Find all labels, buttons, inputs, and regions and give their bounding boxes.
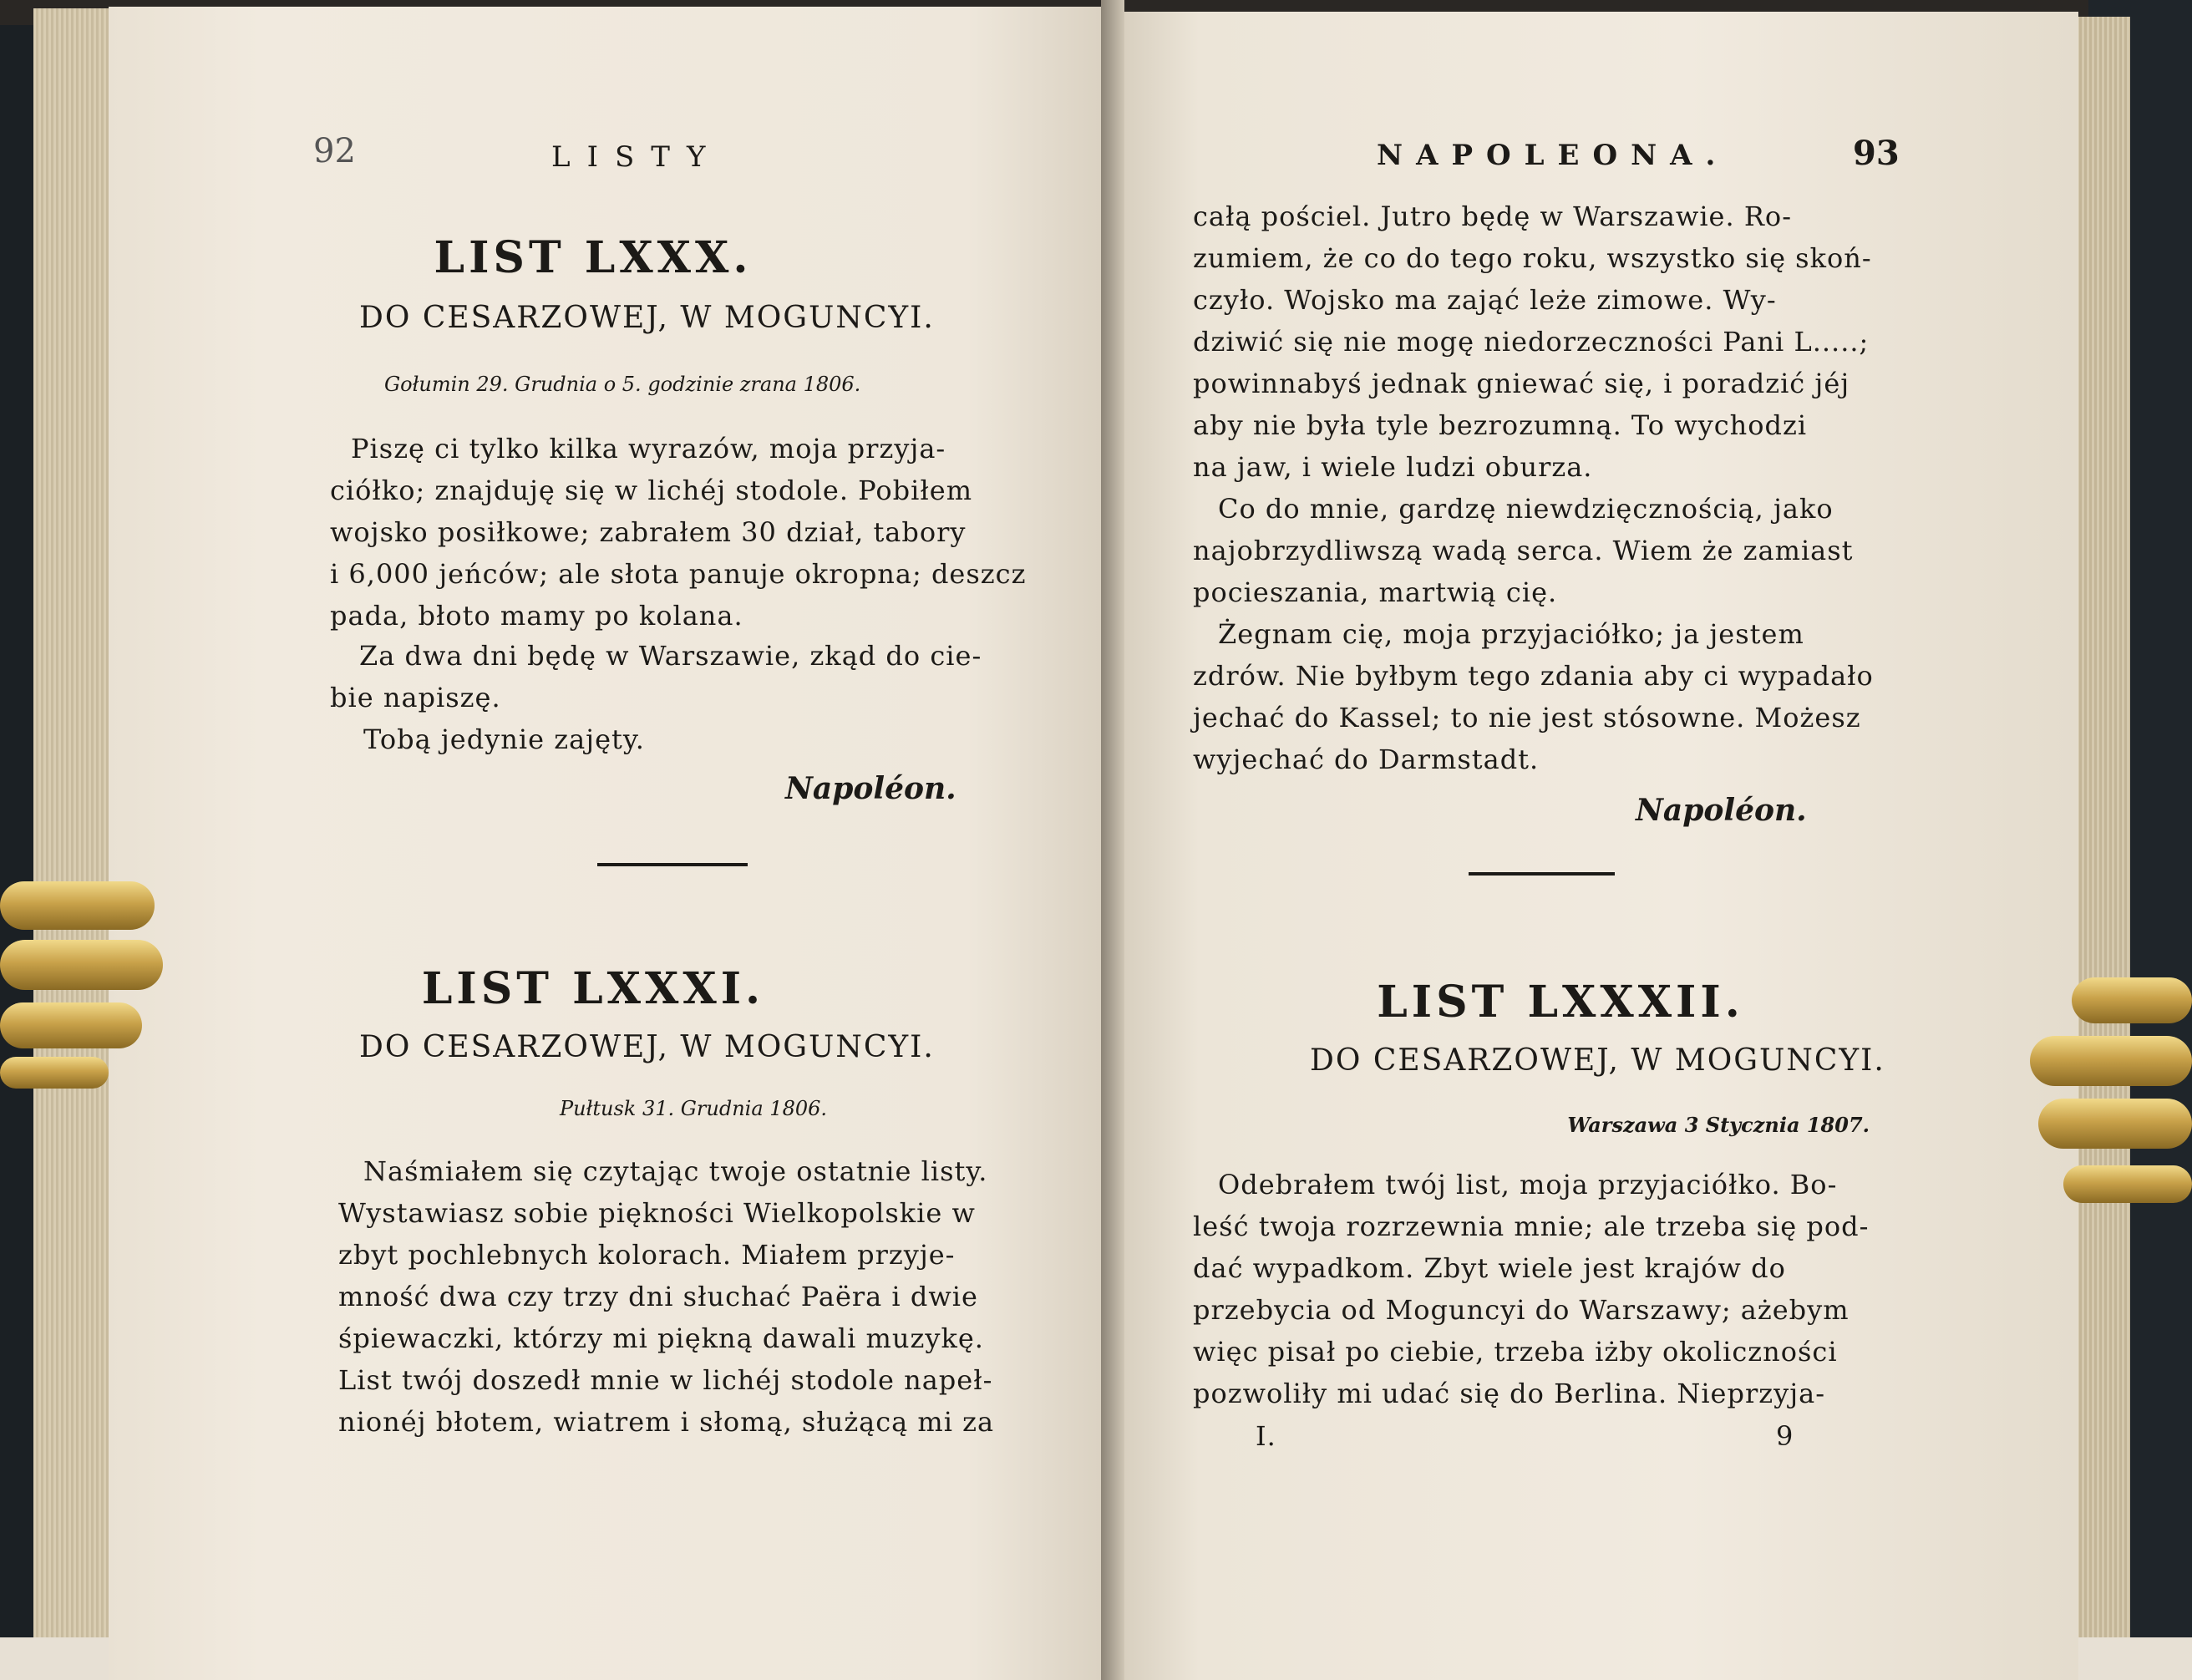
letter-81-continued-line: powinnabyś jednak gniewać się, i poradzić jéj: [1193, 368, 1850, 399]
brass-clip-right-middle: [2030, 1036, 2192, 1086]
letter-82-line: przebycia od Moguncyi do Warszawy; ażebym: [1193, 1294, 1850, 1326]
letter-82-line: więc pisał po ciebie, trzeba iżby okoliczności: [1193, 1336, 1838, 1368]
section-divider: [1469, 872, 1615, 876]
left-running-header: LISTY: [551, 140, 723, 174]
letter-82-line: pozwoliły mi udać się do Berlina. Nieprzyja-: [1193, 1378, 1826, 1409]
brass-clip-left-middle: [0, 940, 163, 990]
letter-81-continued-line: całą pościel. Jutro będę w Warszawie. Ro-: [1193, 200, 1792, 232]
letter-81-line: Naśmiałem się czytając twoje ostatnie listy.: [363, 1155, 988, 1187]
signature-mark-volume: I.: [1256, 1420, 1276, 1452]
letter-82-line: dać wypadkom. Zbyt wiele jest krajów do: [1193, 1252, 1786, 1284]
letter-80-line: pada, błoto mamy po kolana.: [330, 600, 743, 632]
brass-clip-right-lower: [2038, 1099, 2192, 1149]
brass-clip-left-tip: [0, 1057, 109, 1089]
letter-81-recipient: DO CESARZOWEJ, W MOGUNCYI.: [359, 1030, 935, 1064]
left-page-number: 92: [313, 132, 356, 170]
book-gutter: [1101, 0, 1124, 1680]
letter-80-line: bie napiszę.: [330, 682, 501, 713]
letter-80-line: Piszę ci tylko kilka wyrazów, moja przyja-: [351, 433, 946, 464]
right-running-header: NAPOLEONA.: [1377, 139, 1729, 172]
letter-81-line: nionéj błotem, wiatrem i słomą, służącą mi za: [338, 1406, 995, 1438]
letter-81-line: zbyt pochlebnych kolorach. Miałem przyje-: [338, 1239, 956, 1271]
letter-82-line: leść twoja rozrzewnia mnie; ale trzeba się pod-: [1193, 1211, 1870, 1242]
letter-80-line: ciółko; znajduję się w lichéj stodole. Pobiłem: [330, 475, 973, 506]
letter-81-signature: Napoléon.: [1636, 793, 1807, 828]
letter-81-continued-line: aby nie była tyle bezrozumną. To wychodzi: [1193, 409, 1808, 441]
brass-clip-left-upper: [0, 881, 155, 930]
letter-80-line: Za dwa dni będę w Warszawie, zkąd do cie-: [359, 640, 982, 672]
letter-80-line: wojsko posiłkowe; zabrałem 30 dział, tabory: [330, 516, 967, 548]
letter-80-recipient: DO CESARZOWEJ, W MOGUNCYI.: [359, 301, 935, 335]
brass-clip-left-lower: [0, 1002, 142, 1048]
left-page: [109, 7, 1119, 1680]
letter-81-title: LIST LXXXI.: [421, 963, 765, 1014]
letter-81-line: śpiewaczki, którzy mi piękną dawali muzykę.: [338, 1322, 984, 1354]
letter-81-continued-line: zumiem, że co do tego roku, wszystko się skoń-: [1193, 242, 1872, 274]
right-page: [1101, 12, 2078, 1680]
letter-82-recipient: DO CESARZOWEJ, W MOGUNCYI.: [1310, 1043, 1885, 1078]
letter-81-continued-line: jechać do Kassel; to nie jest stósowne. Możesz: [1193, 702, 1861, 733]
letter-80-dateline: Gołumin 29. Grudnia o 5. godzinie zrana 1806.: [384, 373, 861, 396]
letter-81-continued-line: pocieszania, martwią cię.: [1193, 576, 1558, 608]
letter-82-title: LIST LXXXII.: [1377, 977, 1744, 1028]
section-divider: [597, 863, 748, 866]
letter-81-continued-line: Co do mnie, gardzę niewdzięcznością, jako: [1218, 493, 1834, 525]
letter-82-dateline: Warszawa 3 Stycznia 1807.: [1567, 1113, 1870, 1137]
letter-80-title: LIST LXXX.: [434, 232, 753, 283]
letter-81-line: List twój doszedł mnie w lichéj stodole napeł-: [338, 1364, 993, 1396]
letter-81-continued-line: zdrów. Nie byłbym tego zdania aby ci wypadało: [1193, 660, 1874, 692]
letter-80-line: i 6,000 jeńców; ale słota panuje okropna; deszcz: [330, 558, 1027, 590]
letter-81-line: Wystawiasz sobie piękności Wielkopolskie w: [338, 1197, 976, 1229]
letter-82-line: Odebrałem twój list, moja przyjaciółko. Bo-: [1218, 1169, 1838, 1200]
letter-81-continued-line: na jaw, i wiele ludzi oburza.: [1193, 451, 1593, 483]
letter-81-dateline: Pułtusk 31. Grudnia 1806.: [559, 1097, 827, 1120]
letter-81-continued-line: najobrzydliwszą wadą serca. Wiem że zamiast: [1193, 535, 1854, 566]
brass-clip-right-tip: [2063, 1165, 2192, 1203]
letter-81-continued-line: wyjechać do Darmstadt.: [1193, 744, 1540, 775]
letter-81-continued-line: Żegnam cię, moja przyjaciółko; ja jestem: [1218, 618, 1804, 650]
letter-81-continued-line: dziwić się nie mogę niedorzeczności Pani L.....;: [1193, 326, 1870, 358]
signature-mark-sheet: 9: [1776, 1420, 1794, 1452]
letter-80-line: Tobą jedynie zajęty.: [363, 723, 645, 755]
page-edges-right: [2072, 17, 2130, 1654]
right-page-number: 93: [1853, 134, 1900, 173]
letter-81-continued-line: czyło. Wojsko ma zająć leże zimowe. Wy-: [1193, 284, 1777, 316]
letter-80-signature: Napoléon.: [785, 771, 956, 806]
brass-clip-right-upper: [2072, 977, 2192, 1023]
letter-81-line: mność dwa czy trzy dni słuchać Paëra i dwie: [338, 1281, 978, 1312]
